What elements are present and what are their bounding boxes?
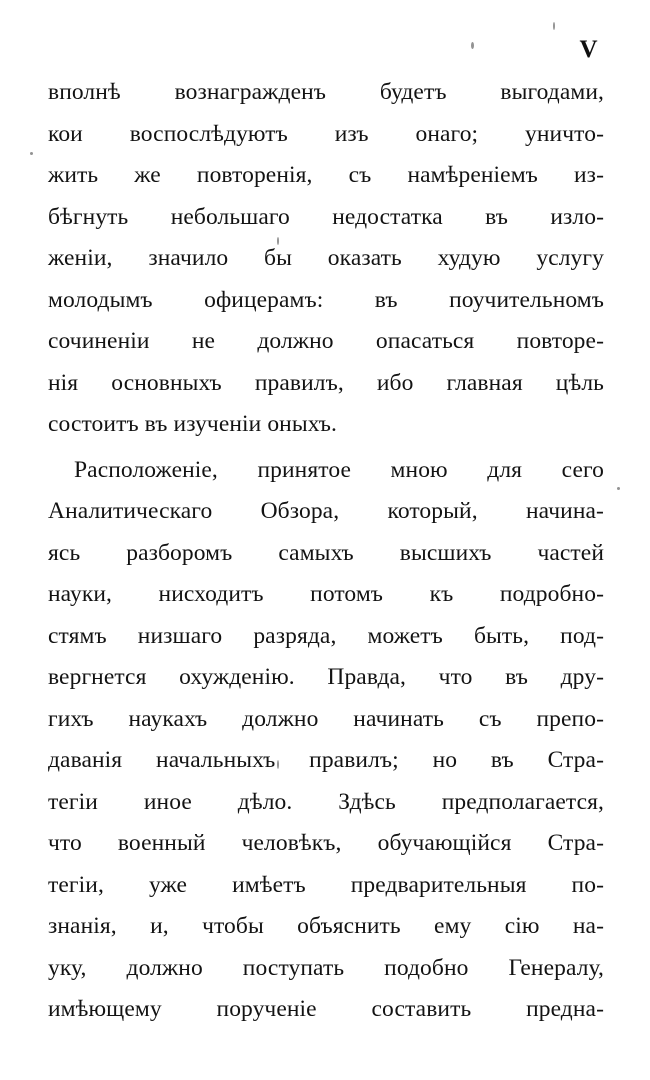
text-line: что военный человѣкъ, обучающійся Стра- bbox=[48, 830, 604, 856]
text-line: науки, нисходитъ потомъ къ подробно- bbox=[48, 581, 604, 607]
text-line: женіи, значило бы оказать худую услугу bbox=[48, 245, 604, 271]
text-line: знанія, и, чтобы объяснить ему сію на- bbox=[48, 913, 604, 939]
text-line: вергнется охужденію. Правда, что въ дру- bbox=[48, 664, 604, 690]
text-line: ясь разборомъ самыхъ высшихъ частей bbox=[48, 539, 604, 566]
paper-speck bbox=[553, 22, 555, 30]
paper-speck bbox=[617, 487, 620, 490]
text-line: состоитъ въ изученіи оныхъ. bbox=[48, 411, 337, 437]
text-line: бѣгнуть небольшаго недостатка въ изло- bbox=[48, 203, 604, 230]
text-line: гихъ наукахъ должно начинать съ препо- bbox=[48, 705, 604, 732]
paragraph-2 bbox=[48, 450, 604, 1031]
text-line: сочиненіи не должно опасаться повторе- bbox=[48, 328, 604, 354]
paper-speck bbox=[471, 42, 474, 49]
text-line bbox=[48, 450, 604, 492]
text-line: уку, должно поступать подобно Генералу, bbox=[48, 954, 604, 981]
paragraph-1 bbox=[48, 72, 604, 446]
text-line: жить же повторенія, съ намѣреніемъ из- bbox=[48, 162, 604, 188]
text-line: молодымъ офицерамъ: въ поучительномъ bbox=[48, 286, 604, 313]
text-line: нія основныхъ правилъ, ибо главная цѣль bbox=[48, 369, 604, 396]
text-line: стямъ низшаго разряда, можетъ быть, под- bbox=[48, 622, 604, 649]
text-line: даванія начальныхъ правилъ; но въ Стра- bbox=[48, 747, 604, 773]
paper-speck bbox=[30, 152, 33, 155]
text-line: кои воспослѣдуютъ изъ онаго; уничто- bbox=[48, 120, 604, 147]
page-number: V bbox=[579, 36, 598, 63]
text-line: имѣющему порученіе составить предна- bbox=[48, 996, 604, 1022]
text-line: вполнѣ вознагражденъ будетъ выгодами, bbox=[48, 79, 604, 105]
text-line: тегіи иное дѣло. Здѣсь предполагается, bbox=[48, 788, 604, 815]
document-body bbox=[48, 72, 604, 1035]
text-line: Аналитическаго Обзора, который, начина- bbox=[48, 498, 604, 524]
text-line-content: Расположеніе, принятое мною для сего bbox=[74, 456, 604, 483]
text-line: тегіи, уже имѣетъ предварительныя по- bbox=[48, 871, 604, 898]
